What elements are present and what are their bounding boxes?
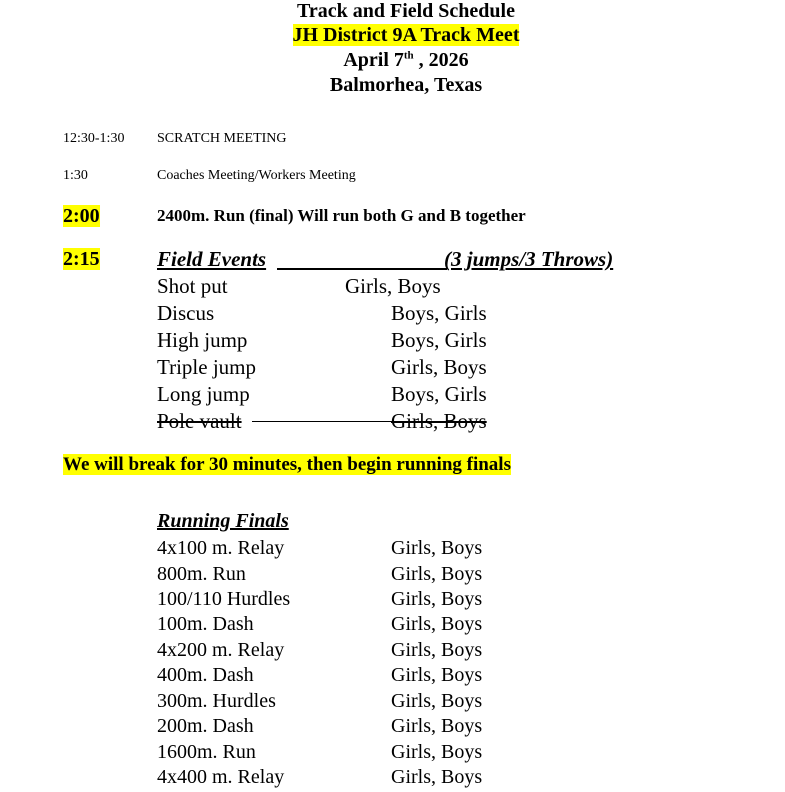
running-event-name: 200m. Dash (157, 715, 254, 737)
field-events-time (63, 248, 100, 271)
date-sup: th (403, 49, 414, 62)
field-event-divisions: Boys, Girls (391, 301, 487, 325)
running-event-divisions: Girls, Boys (391, 563, 483, 585)
field-events-time-text: 2:15 (63, 248, 100, 270)
running-event-name: 100m. Dash (157, 613, 254, 635)
field-event-divisions: Boys, Girls (391, 382, 487, 406)
break-notice-text: We will break for 30 minutes, then begin running finals (63, 454, 511, 475)
field-event-divisions: Girls, Boys (345, 274, 441, 298)
running-event-name: 400m. Dash (157, 664, 254, 686)
running-event-name: 1600m. Run (157, 741, 256, 763)
running-event-divisions: Girls, Boys (391, 766, 483, 788)
field-event-name: Discus (157, 301, 215, 325)
run-2400-time-text: 2:00 (63, 205, 100, 227)
field-event-name-cancelled: Pole vault (157, 409, 242, 433)
field-events-header (157, 247, 633, 273)
running-event-name: 4x200 m. Relay (157, 639, 285, 661)
scratch-label: SCRATCH MEETING (157, 131, 287, 146)
field-event-name: Long jump (157, 382, 250, 406)
running-event-divisions: Girls, Boys (391, 741, 483, 763)
field-event-name: High jump (157, 328, 248, 352)
running-event-name: 4x400 m. Relay (157, 766, 285, 788)
running-event-name: 100/110 Hurdles (157, 588, 291, 610)
running-event-divisions: Girls, Boys (391, 537, 483, 559)
scratch-time: 12:30-1:30 (63, 131, 125, 146)
running-event-name: 800m. Run (157, 563, 246, 585)
title-line-1: Track and Field Schedule (297, 0, 515, 22)
meet-name-text: JH District 9A Track Meet (292, 24, 520, 46)
coaches-time: 1:30 (63, 168, 88, 183)
location-text: Balmorhea, Texas (329, 74, 483, 96)
field-events-underline (277, 268, 447, 270)
break-notice (63, 454, 511, 476)
cancelled-strike-line (252, 421, 394, 422)
run-2400-label: 2400m. Run (final) Will run both G and B together (157, 206, 526, 225)
running-event-divisions: Girls, Boys (391, 639, 483, 661)
running-finals-header: Running Finals (157, 510, 289, 532)
meet-location (0, 74, 785, 97)
field-events-header-right: (3 jumps/3 Throws) (444, 247, 614, 271)
running-event-name: 300m. Hurdles (157, 690, 276, 712)
date-year: , 2026 (413, 49, 469, 71)
field-event-name: Shot put (157, 274, 228, 298)
coaches-label: Coaches Meeting/Workers Meeting (157, 168, 356, 183)
meet-name (0, 24, 785, 47)
running-event-divisions: Girls, Boys (391, 690, 483, 712)
schedule-title (0, 0, 785, 23)
running-event-divisions: Girls, Boys (391, 613, 483, 635)
run-2400-time (63, 205, 100, 228)
field-event-divisions: Boys, Girls (391, 328, 487, 352)
field-event-divisions: Girls, Boys (391, 355, 487, 379)
field-event-name: Triple jump (157, 355, 256, 379)
field-event-divisions-cancelled: Girls, Boys (391, 409, 487, 433)
running-event-divisions: Girls, Boys (391, 664, 483, 686)
running-event-name: 4x100 m. Relay (157, 537, 285, 559)
meet-date (0, 49, 785, 72)
running-event-divisions: Girls, Boys (391, 588, 483, 610)
field-events-header-left: Field Events (157, 247, 267, 271)
date-month-day: April 7 (343, 49, 404, 71)
running-event-divisions: Girls, Boys (391, 715, 483, 737)
